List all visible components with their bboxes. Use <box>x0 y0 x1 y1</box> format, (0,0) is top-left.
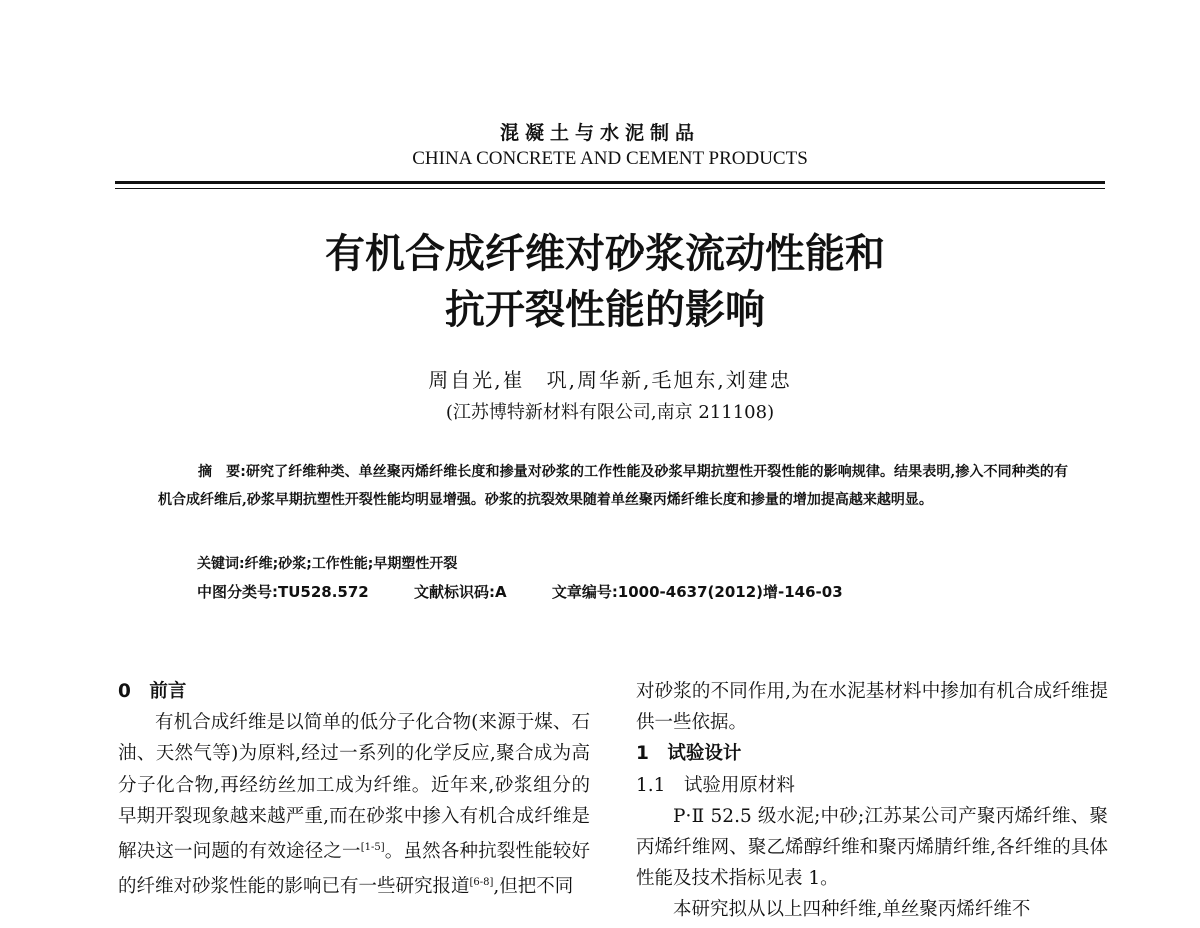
header-rule-thin <box>115 188 1105 189</box>
paragraph: 对砂浆的不同作用,为在水泥基材料中掺加有机合成纤维提供一些依据。 <box>636 681 1108 734</box>
paragraph-text: 。虽然各种抗裂性能较好的纤维对砂浆性能的影响已有一些研究报道 <box>118 841 590 898</box>
keywords-text: 纤维;砂浆;工作性能;早期塑性开裂 <box>244 556 458 572</box>
subsection-heading-1-1: 1.1 试验用原材料 <box>636 774 795 796</box>
abstract-label: 摘 要: <box>198 464 246 480</box>
authors: 周自光,崔 巩,周华新,毛旭东,刘建忠 <box>428 368 792 392</box>
left-column <box>118 676 590 903</box>
abstract-text: 研究了纤维种类、单丝聚丙烯纤维长度和掺量对砂浆的工作性能及砂浆早期抗塑性开裂性能的影响规律。结果表明,掺入不同种类的有机合成纤维后,砂浆早期抗塑性开裂性能均明显增强。砂浆的抗裂效果随着单丝聚丙烯纤维长度和掺量的增加提高越来越明显。 <box>158 464 1068 508</box>
article-number: 文章编号:1000-4637(2012)增-146-03 <box>551 583 843 601</box>
paragraph-text: 有机合成纤维是以简单的低分子化合物(来源于煤、石油、天然气等)为原料,经过一系列的化学反应,聚合成为高分子化合物,再经纺丝加工成为纤维。近年来,砂浆组分的早期开裂现象越来越严重,而在砂浆中掺入有机合成纤维是解决这一问题的有效途径之一 <box>118 712 590 863</box>
journal-name-cn: 混凝土与水泥制品 <box>499 122 700 144</box>
keywords-label: 关键词: <box>197 556 245 572</box>
paragraph <box>118 707 590 903</box>
section-heading-0: 0 前言 <box>118 681 187 702</box>
journal-name-en: CHINA CONCRETE AND CEMENT PRODUCTS <box>412 148 808 169</box>
paragraph: P·Ⅱ 52.5 级水泥;中砂;江苏某公司产聚丙烯纤维、聚丙烯纤维网、聚乙烯醇纤维和聚丙烯腈纤维,各纤维的具体性能及技术指标见表 1。 <box>636 805 1108 890</box>
keywords <box>197 553 457 573</box>
paragraph-text: ,但把不同 <box>493 876 574 898</box>
title-line-1: 有机合成纤维对砂浆流动性能和 <box>325 231 885 277</box>
abstract <box>158 458 1068 514</box>
title-line-2: 抗开裂性能的影响 <box>445 287 765 333</box>
document-code: 文献标识码:A <box>413 583 507 601</box>
clc-number: 中图分类号:TU528.572 <box>197 583 369 601</box>
citation: [1-5] <box>360 842 385 854</box>
affiliation: (江苏博特新材料有限公司,南京 211108) <box>445 402 775 423</box>
classification <box>197 581 883 602</box>
header-rule <box>115 181 1105 184</box>
section-heading-1: 1 试验设计 <box>636 743 742 765</box>
paragraph: 本研究拟从以上四种纤维,单丝聚丙烯纤维不 <box>673 899 1031 921</box>
right-column <box>636 676 1108 926</box>
citation: [6-8] <box>469 877 494 889</box>
